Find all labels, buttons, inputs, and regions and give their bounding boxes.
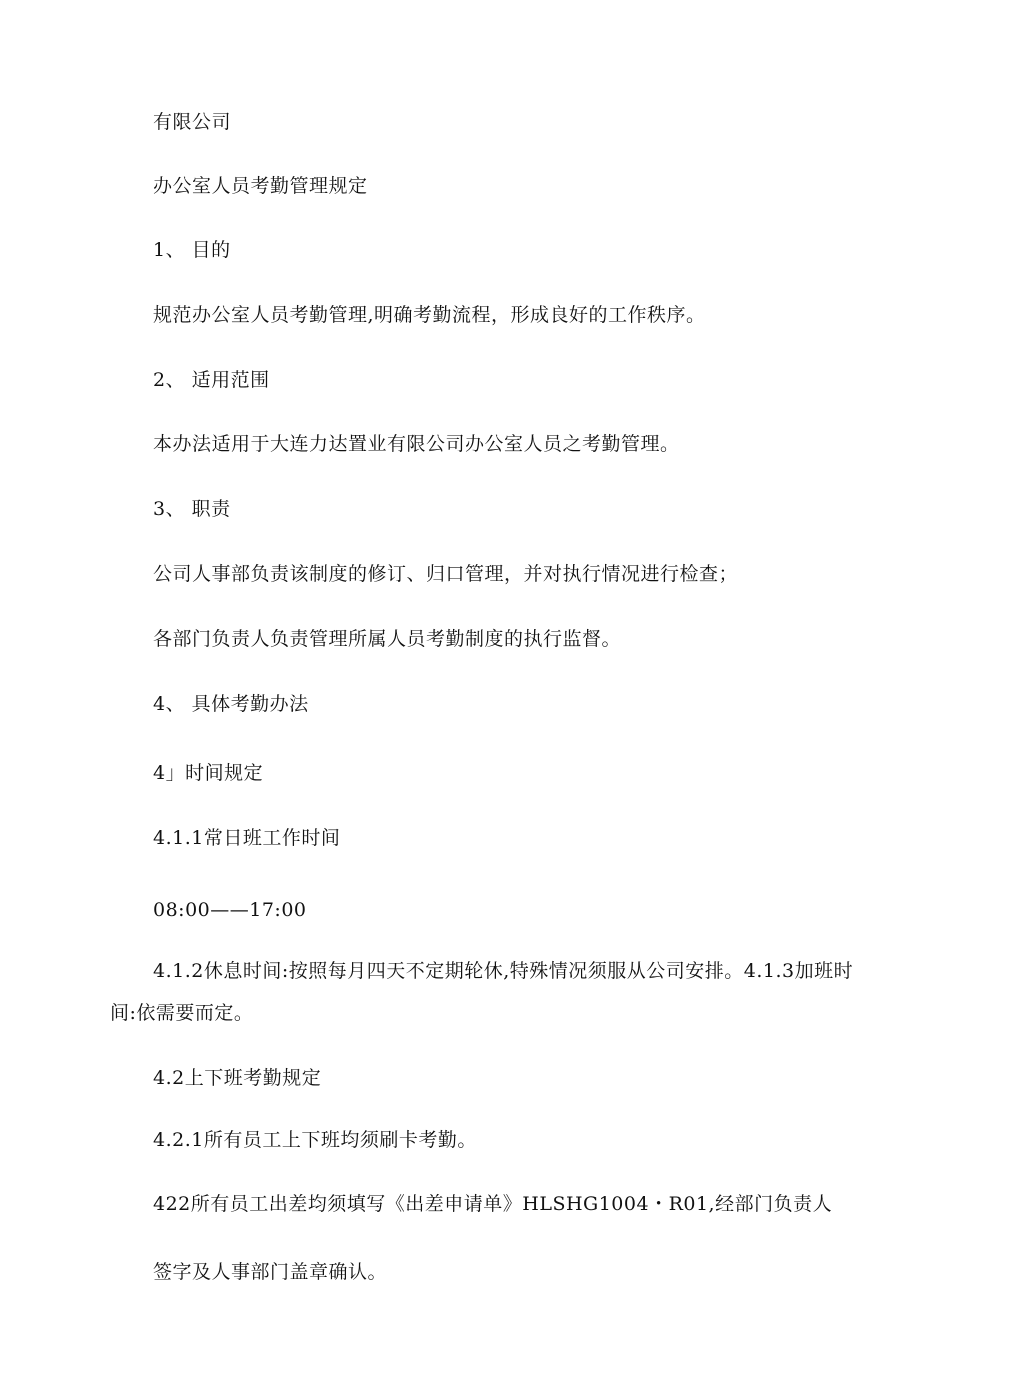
section-4-2-2-line-2: 签字及人事部门盖章确认。 [153, 1261, 388, 1283]
section-4-1-1: 4.1.1常日班工作时间 [153, 827, 341, 849]
section-4-2-heading: 4.2上下班考勤规定 [153, 1067, 322, 1089]
work-hours: 08:00——17:00 [153, 899, 307, 921]
section-4-2-1: 4.2.1所有员工上下班均须刷卡考勤。 [153, 1129, 477, 1151]
document-title: 办公室人员考勤管理规定 [153, 175, 368, 197]
section-4-1-heading: 4」时间规定 [153, 762, 264, 784]
section-3-body-2: 各部门负责人负责管理所属人员考勤制度的执行监督。 [153, 628, 622, 650]
section-1-body: 规范办公室人员考勤管理,明确考勤流程，形成良好的工作秩序。 [153, 304, 706, 326]
section-3-body-1: 公司人事部负责该制度的修订、归口管理，并对执行情况进行检查； [153, 563, 739, 585]
section-4-2-2-line-1: 422所有员工出差均须填写《出差申请单》HLSHG1004・R01,经部门负责人 [153, 1193, 833, 1215]
company-name: 有限公司 [153, 111, 232, 133]
section-4-1-2-paragraph: 4.1.2休息时间:按照每月四天不定期轮休,特殊情况须服从公司安排。4.1.3加班时间:依需要而定。 [110, 960, 854, 1024]
section-3-heading: 3、 职责 [153, 498, 231, 520]
section-1-heading: 1、 目的 [153, 239, 231, 261]
section-4-heading: 4、 具体考勤办法 [153, 693, 309, 715]
section-2-body: 本办法适用于大连力达置业有限公司办公室人员之考勤管理。 [153, 433, 680, 455]
section-2-heading: 2、 适用范围 [153, 369, 270, 391]
